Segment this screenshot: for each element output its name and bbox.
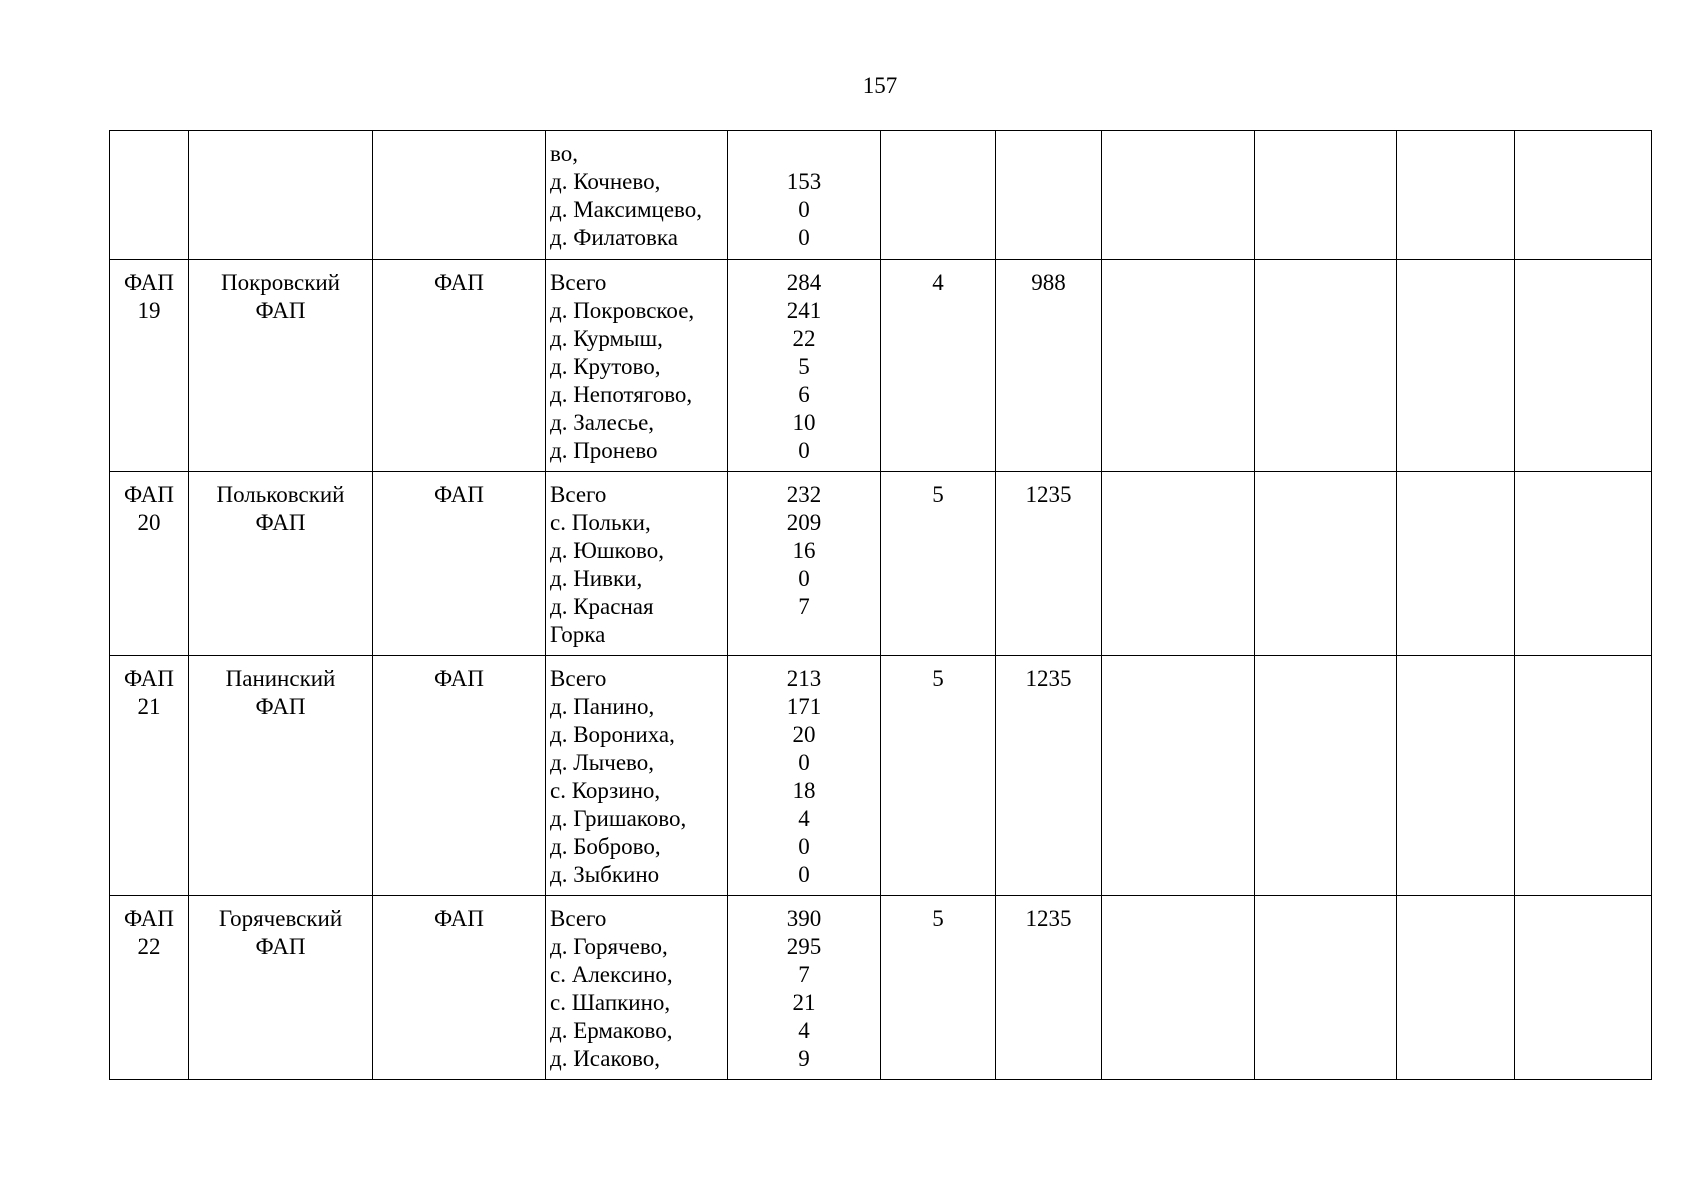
facility-name-cell [189, 472, 373, 656]
empty-cell [1102, 131, 1255, 260]
empty-cell [1397, 260, 1515, 472]
population-cell-line: 0 [798, 438, 810, 463]
settlements-cell-line: д. Исаково, [550, 1046, 660, 1071]
facility-type-cell [373, 260, 546, 472]
table-row [110, 131, 1652, 260]
empty-cell [1515, 260, 1652, 472]
staff-cell [881, 472, 996, 656]
facility-code-cell [110, 896, 189, 1080]
settlements-cell-line: д. Крутово, [550, 354, 661, 379]
population-cell-line: 0 [798, 862, 810, 887]
population-cell-line: 7 [798, 594, 810, 619]
population-cell-line: 20 [792, 722, 816, 747]
empty-cell [1255, 260, 1397, 472]
table-row [110, 260, 1652, 472]
population-cell-line: 0 [798, 225, 810, 250]
empty-cell [1397, 131, 1515, 260]
empty-cell [1397, 656, 1515, 896]
settlements-cell-line: Горка [550, 622, 606, 647]
population-cell-line: 5 [798, 354, 810, 379]
staff-cell [881, 896, 996, 1080]
facility-name-cell-line: Горячевский [218, 906, 343, 931]
settlements-cell-line: д. Нивки, [550, 566, 643, 591]
facility-name-cell-line: Польковский [216, 482, 345, 507]
settlements-cell-line: д. Филатовка [550, 225, 678, 250]
area-cell [996, 131, 1102, 260]
staff-cell-value: 5 [932, 666, 944, 691]
settlements-cell-line: с. Польки, [550, 510, 651, 535]
staff-cell-value: 4 [932, 270, 944, 295]
settlements-cell-line: Всего [550, 482, 607, 507]
settlements-cell-line: д. Непотягово, [550, 382, 693, 407]
empty-cell [1515, 656, 1652, 896]
facility-code-cell-line: 22 [137, 934, 161, 959]
area-cell-value: 988 [1031, 270, 1066, 295]
facility-code-cell [110, 472, 189, 656]
table-row [110, 896, 1652, 1080]
staff-cell [881, 131, 996, 260]
facility-code-cell-line: 20 [137, 510, 161, 535]
population-cell-line: 0 [798, 750, 810, 775]
facility-name-cell [189, 260, 373, 472]
settlements-cell [546, 656, 728, 896]
empty-cell [1397, 896, 1515, 1080]
population-cell-line: 9 [798, 1046, 810, 1071]
settlements-cell [546, 131, 728, 260]
empty-cell [1255, 896, 1397, 1080]
facility-code-cell [110, 656, 189, 896]
settlements-cell-line: д. Красная [550, 594, 654, 619]
population-cell-line: 153 [786, 169, 822, 194]
population-cell-line: 295 [786, 934, 822, 959]
settlements-cell-line: д. Максимцево, [550, 197, 703, 222]
settlements-cell-line: д. Покровское, [550, 298, 695, 323]
population-cell-line: 7 [798, 962, 810, 987]
facility-name-cell-line: ФАП [255, 934, 306, 959]
empty-cell [1255, 472, 1397, 656]
settlements-cell-line: д. Гришаково, [550, 806, 687, 831]
settlements-cell [546, 896, 728, 1080]
settlements-cell-line: д. Ермаково, [550, 1018, 673, 1043]
population-cell-line: 213 [786, 666, 822, 691]
population-cell-line: 232 [786, 482, 822, 507]
population-cell-line: 284 [786, 270, 822, 295]
area-cell [996, 260, 1102, 472]
population-cell-line: 18 [792, 778, 816, 803]
empty-cell [1397, 472, 1515, 656]
empty-cell [1102, 656, 1255, 896]
settlements-cell-line: д. Кочнево, [550, 169, 661, 194]
population-cell-line: 241 [786, 298, 822, 323]
population-cell [728, 260, 881, 472]
population-cell-line [732, 140, 876, 168]
facility-type-cell [373, 131, 546, 260]
population-cell-line: 0 [798, 566, 810, 591]
facilities-table [109, 130, 1652, 1080]
settlements-cell-line: д. Панино, [550, 694, 655, 719]
population-cell [728, 896, 881, 1080]
facility-name-cell-line: Панинский [225, 666, 336, 691]
settlements-cell-line: д. Юшково, [550, 538, 665, 563]
facility-type-cell-value: ФАП [434, 482, 484, 507]
facility-type-cell [373, 656, 546, 896]
population-cell-line: 209 [786, 510, 822, 535]
facility-code-cell-line: ФАП [124, 482, 174, 507]
facility-type-cell-value: ФАП [434, 270, 484, 295]
empty-cell [1515, 896, 1652, 1080]
population-cell-line: 21 [792, 990, 816, 1015]
staff-cell-value: 5 [932, 482, 944, 507]
facility-name-cell [189, 131, 373, 260]
population-cell-line: 6 [798, 382, 810, 407]
settlements-cell-line: д. Залесье, [550, 410, 655, 435]
facility-name-cell [189, 896, 373, 1080]
population-cell-line: 0 [798, 197, 810, 222]
population-cell-line: 171 [786, 694, 822, 719]
empty-cell [1255, 656, 1397, 896]
staff-cell [881, 656, 996, 896]
facility-type-cell-value: ФАП [434, 666, 484, 691]
table-row [110, 472, 1652, 656]
area-cell-value: 1235 [1025, 482, 1072, 507]
staff-cell-value: 5 [932, 906, 944, 931]
empty-cell [1102, 260, 1255, 472]
facility-code-cell-line: ФАП [124, 270, 174, 295]
population-cell-line: 16 [792, 538, 816, 563]
empty-cell [1102, 896, 1255, 1080]
staff-cell [881, 260, 996, 472]
facility-code-cell-line: 19 [137, 298, 161, 323]
facility-name-cell-line: Покровский [220, 270, 340, 295]
facility-name-cell [189, 656, 373, 896]
facility-name-cell-line: ФАП [255, 694, 306, 719]
facility-code-cell-line: ФАП [124, 666, 174, 691]
population-cell [728, 656, 881, 896]
empty-cell [1102, 472, 1255, 656]
settlements-cell-line: с. Корзино, [550, 778, 661, 803]
population-cell-line: 0 [798, 834, 810, 859]
facility-code-cell-line: 21 [137, 694, 161, 719]
population-cell-line: 390 [786, 906, 822, 931]
facility-type-cell-value: ФАП [434, 906, 484, 931]
facility-code-cell [110, 131, 189, 260]
facility-code-cell-line: ФАП [124, 906, 174, 931]
empty-cell [1255, 131, 1397, 260]
settlements-cell-line: д. Пронево [550, 438, 658, 463]
settlements-cell-line: Всего [550, 666, 607, 691]
empty-cell [1515, 472, 1652, 656]
table-body [110, 131, 1652, 1080]
area-cell [996, 896, 1102, 1080]
population-cell-line: 4 [798, 1018, 810, 1043]
settlements-cell [546, 260, 728, 472]
settlements-cell-line: с. Алексино, [550, 962, 673, 987]
population-cell-line: 22 [792, 326, 816, 351]
settlements-cell-line: д. Боброво, [550, 834, 661, 859]
area-cell [996, 472, 1102, 656]
area-cell-value: 1235 [1025, 666, 1072, 691]
settlements-cell [546, 472, 728, 656]
page-number: 157 [862, 73, 898, 98]
facility-name-cell-line: ФАП [255, 510, 306, 535]
settlements-cell-line: д. Ворониха, [550, 722, 675, 747]
area-cell-value: 1235 [1025, 906, 1072, 931]
settlements-cell-line: Всего [550, 270, 607, 295]
population-cell [728, 131, 881, 260]
facility-code-cell [110, 260, 189, 472]
facility-type-cell [373, 896, 546, 1080]
population-cell-line: 10 [792, 410, 816, 435]
facility-name-cell-line: ФАП [255, 298, 306, 323]
table-row [110, 656, 1652, 896]
population-cell-line: 4 [798, 806, 810, 831]
settlements-cell-line: д. Курмыш, [550, 326, 663, 351]
settlements-cell-line: во, [550, 141, 578, 166]
settlements-cell-line: д. Горячево, [550, 934, 668, 959]
population-cell [728, 472, 881, 656]
area-cell [996, 656, 1102, 896]
settlements-cell-line: Всего [550, 906, 607, 931]
settlements-cell-line: с. Шапкино, [550, 990, 671, 1015]
settlements-cell-line: д. Зыбкино [550, 862, 660, 887]
population-cell-line [732, 621, 876, 649]
settlements-cell-line: д. Лычево, [550, 750, 654, 775]
empty-cell [1515, 131, 1652, 260]
facility-type-cell [373, 472, 546, 656]
